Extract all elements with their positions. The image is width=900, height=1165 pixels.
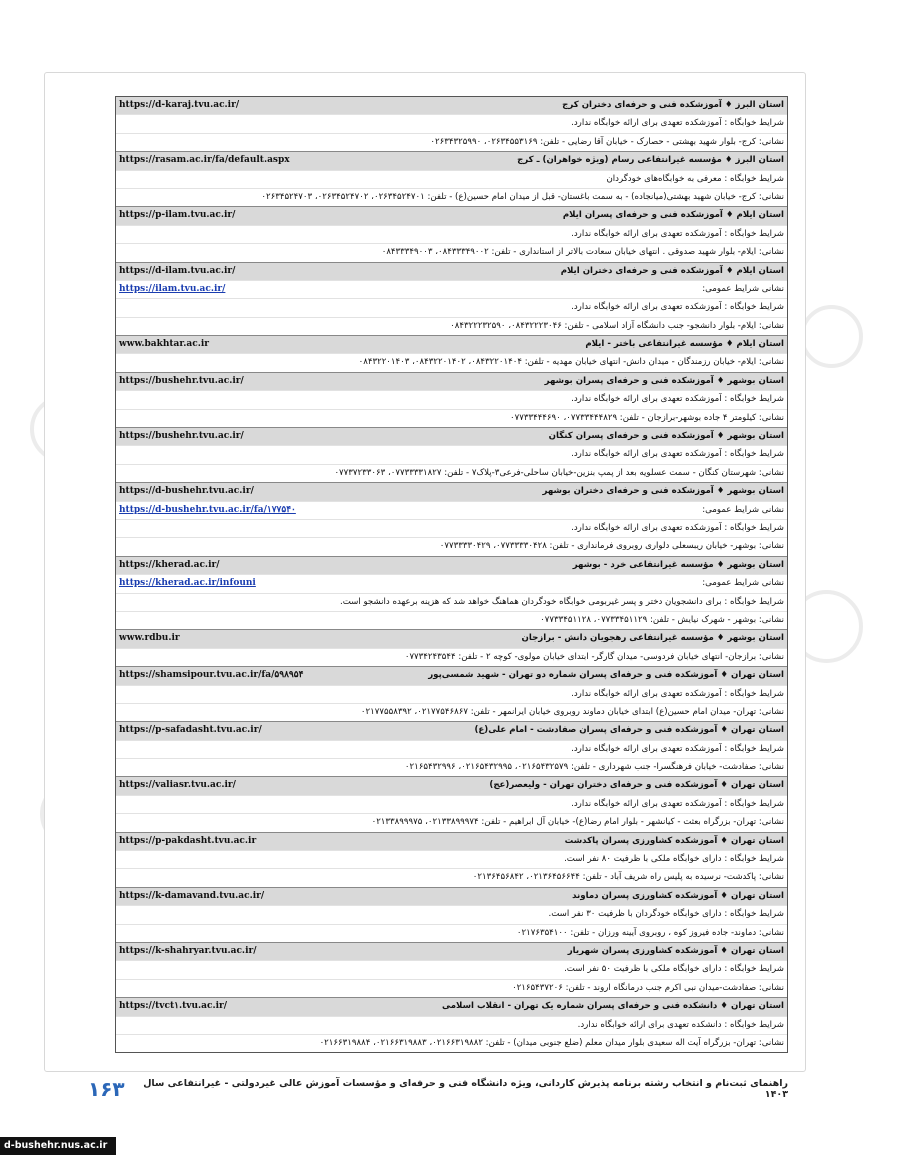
entry-header bbox=[116, 373, 787, 391]
entry-header bbox=[116, 207, 787, 225]
entry-dorm-conditions: شرایط خوابگاه : دارای خوابگاه ملکی با ظرفیت ۵۰ نفر است. bbox=[116, 961, 787, 979]
entry-address: نشانی: برازجان- انتهای خیابان فردوسی- میدان گارگر- ابتدای خیابان مولوی- کوچه ۲ - تلفن: ۰۷۷۳۴۲۴۳۵۴۴ bbox=[404, 651, 784, 662]
entry-header bbox=[116, 998, 787, 1016]
general-conditions-row bbox=[116, 502, 787, 520]
entry-title: استان تهران ♦ آموزشکده فنی و حرفه‌ای پسران شماره دو تهران - شهید شمسی‌پور bbox=[428, 670, 784, 681]
entry-address: نشانی: ایلام- خیابان رزمندگان - میدان دانش- انتهای خیابان مهدیه - تلفن: ۰۸۴۳۲۲۰۱۴۰۴، ۰۸۴۳۲۲۰۱۴۰۲، ۰۸۴۳۲۲۰۱۴۰۳ bbox=[358, 357, 784, 368]
institution-entry bbox=[116, 152, 787, 207]
entry-title: استان ایلام ♦ آموزشکده فنی و حرفه‌ای پسران ایلام bbox=[562, 210, 784, 221]
institution-entry bbox=[116, 630, 787, 667]
entry-address: نشانی: کرج- خیابان شهید بهشتی(میانجاده) - به سمت باغستان- قبل از میدان امام حسین(ع) - تلفن: ۰۲۶۳۴۵۲۴۷۰۱، ۰۲۶۳۴۵۲۴۷۰۲، ۰۲۶۳۴۵۲۴۷۰۳ bbox=[261, 191, 784, 202]
entry-header bbox=[116, 667, 787, 685]
institution-entry bbox=[116, 263, 787, 337]
general-conditions-row bbox=[116, 575, 787, 593]
entry-title: استان تهران ♦ آموزشکده کشاورزی پسران پاکدشت bbox=[564, 835, 784, 846]
entry-header bbox=[116, 833, 787, 851]
entry-address: نشانی: صفادشت-میدان نبی اکرم جنب درمانگاه اروند - تلفن: ۰۲۱۶۵۴۳۷۲۰۶ bbox=[512, 982, 784, 993]
site-badge[interactable]: d-bushehr.nus.ac.ir bbox=[0, 1137, 116, 1155]
entry-title: استان ایلام ♦ مؤسسه غیرانتفاعی باختر - ایلام bbox=[585, 339, 784, 350]
page-footer bbox=[88, 1078, 788, 1100]
entry-dorm-conditions: شرایط خوابگاه : دارای خوابگاه ملکی با ظرفیت ۸۰ نفر است. bbox=[116, 851, 787, 869]
entry-title: استان البرز ♦ مؤسسه غیرانتفاعی رسام (ویژه خواهران) ـ کرج bbox=[517, 155, 784, 166]
institution-entry bbox=[116, 888, 787, 943]
institution-entry bbox=[116, 428, 787, 483]
entry-website[interactable]: https://d-karaj.tvu.ac.ir/ bbox=[119, 100, 240, 110]
general-conditions-link[interactable]: https://kherad.ac.ir/infouni bbox=[119, 578, 256, 589]
entry-website[interactable]: https://p-ilam.tvu.ac.ir/ bbox=[119, 210, 236, 221]
entry-header bbox=[116, 557, 787, 575]
entry-dorm-conditions: شرایط خوابگاه : دارای خوابگاه خودگردان با ظرفیت ۳۰ نفر است. bbox=[116, 906, 787, 924]
entry-address: نشانی: کرج- بلوار شهید بهشتی - حصارک - خیابان آقا رضایی - تلفن: ۰۲۶۳۴۵۵۳۱۶۹، ۰۲۶۳۴۳۲۵۹۹۰ bbox=[430, 136, 784, 147]
entry-header bbox=[116, 888, 787, 906]
entry-website[interactable]: https://shamsipour.tvu.ac.ir/fa/۵۹۸۹۵۴ bbox=[119, 670, 304, 681]
general-conditions-label: نشانی شرایط عمومی: bbox=[702, 504, 784, 515]
institution-entry bbox=[116, 943, 787, 998]
entry-address: نشانی: شهرستان کنگان - سمت عسلویه بعد از پمپ بنزین-خیابان ساحلی-فرعی۳-پلاک۷ - تلفن: ۰۷۷۳۳۳۳۱۸۲۷، ۰۷۷۳۷۲۳۳۰۶۳ bbox=[334, 467, 784, 478]
institution-entry bbox=[116, 722, 787, 777]
entry-dorm-conditions: شرایط خوابگاه : معرفی به خوابگاه‌های خودگردان bbox=[116, 171, 787, 189]
entry-website[interactable]: https://k-shahryar.tvu.ac.ir/ bbox=[119, 945, 257, 956]
entry-dorm-conditions: شرایط خوابگاه : آموزشکده تعهدی برای ارائه خوابگاه ندارد. bbox=[116, 446, 787, 464]
entry-address: نشانی: تهران- بزرگراه بعثت - کیانشهر - بلوار امام رضا(ع)- خیابان آل ابراهیم - تلفن: ۰۲۱۳۳۸۹۹۹۷۴، ۰۲۱۳۳۸۹۹۹۷۵ bbox=[371, 817, 784, 828]
institution-entry bbox=[116, 777, 787, 832]
general-conditions-row bbox=[116, 281, 787, 299]
general-conditions-label: نشانی شرایط عمومی: bbox=[702, 283, 784, 294]
entry-title: استان بوشهر ♦ آموزشکده فنی و حرفه‌ای دختران بوشهر bbox=[542, 486, 784, 497]
institution-entry bbox=[116, 336, 787, 373]
entry-header bbox=[116, 97, 787, 115]
entry-dorm-conditions: شرایط خوابگاه : آموزشکده تعهدی برای ارائه خوابگاه ندارد. bbox=[116, 115, 787, 133]
institution-entry bbox=[116, 97, 787, 152]
entry-website[interactable]: https://p-safadasht.tvu.ac.ir/ bbox=[119, 725, 262, 736]
entry-website[interactable]: www.rdbu.ir bbox=[119, 633, 180, 644]
institution-entry bbox=[116, 833, 787, 888]
entry-address: نشانی: پاکدشت- نرسیده به پلیس راه شریف آباد - تلفن: ۰۲۱۳۶۴۵۶۶۴۴، ۰۲۱۳۶۴۵۶۸۴۲ bbox=[472, 872, 784, 883]
entry-header bbox=[116, 152, 787, 170]
entry-website[interactable]: https://rasam.ac.ir/fa/default.aspx bbox=[119, 155, 290, 166]
institution-entry bbox=[116, 557, 787, 631]
entry-title: استان تهران ♦ آموزشکده فنی و حرفه‌ای دختران تهران - ولیعصر(عج) bbox=[489, 780, 784, 791]
entry-header bbox=[116, 428, 787, 446]
entry-header bbox=[116, 722, 787, 740]
entry-website[interactable]: https://d-bushehr.tvu.ac.ir/ bbox=[119, 486, 254, 497]
entry-header bbox=[116, 777, 787, 795]
general-conditions-link[interactable]: https://d-bushehr.tvu.ac.ir/fa/۱۷۷۵۴۰ bbox=[119, 504, 296, 515]
entry-address: نشانی: صفادشت- خیابان فرهنگسرا- جنب شهرداری - تلفن: ۰۲۱۶۵۴۳۲۵۷۹، ۰۲۱۶۵۴۳۲۹۹۵، ۰۲۱۶۵۴۳۲۹۹۶ bbox=[404, 762, 784, 773]
entry-dorm-conditions: شرایط خوابگاه : آموزشکده تعهدی برای ارائه خوابگاه ندارد. bbox=[116, 741, 787, 759]
entry-website[interactable]: https://d-ilam.tvu.ac.ir/ bbox=[119, 265, 236, 276]
entry-website[interactable]: https://valiasr.tvu.ac.ir/ bbox=[119, 780, 236, 791]
institutions-table bbox=[115, 96, 788, 1053]
entry-title: استان بوشهر ♦ مؤسسه غیرانتفاعی رهجویان دانش - برازجان bbox=[521, 633, 784, 644]
entry-header bbox=[116, 483, 787, 501]
entry-address: نشانی: بوشهر - شهرک نیایش - تلفن: ۰۷۷۳۳۴۵۱۱۲۹، ۰۷۷۳۳۴۵۱۱۲۸ bbox=[540, 614, 784, 625]
entry-address: نشانی: کیلومتر ۴ جاده بوشهر-برازجان - تلفن: ۰۷۷۳۳۴۴۴۸۲۹، ۰۷۷۳۳۴۴۴۶۹۰ bbox=[510, 412, 784, 423]
entry-dorm-conditions: شرایط خوابگاه : آموزشکده تعهدی برای ارائه خوابگاه ندارد. bbox=[116, 391, 787, 409]
entry-title: استان بوشهر ♦ مؤسسه غیرانتفاعی خرد - بوشهر bbox=[572, 559, 784, 570]
entry-website[interactable]: https://tvct۱.tvu.ac.ir/ bbox=[119, 1001, 228, 1012]
institution-entry bbox=[116, 998, 787, 1052]
entry-address: نشانی: ایلام- بلوار دانشجو- جنب دانشگاه آزاد اسلامی - تلفن: ۰۸۴۳۲۲۲۳۰۴۶، ۰۸۴۳۲۲۲۳۲۵۹۰ bbox=[450, 320, 784, 331]
general-conditions-link[interactable]: https://ilam.tvu.ac.ir/ bbox=[119, 283, 226, 294]
entry-address: نشانی: ایلام- بلوار شهید صدوقی . انتهای خیابان سعادت بالاتر از استانداری - تلفن: ۰۸۴۳۳۳۴۹۰۰۲، ۰۸۴۳۳۳۴۹۰۰۳ bbox=[381, 247, 784, 258]
entry-website[interactable]: https://bushehr.tvu.ac.ir/ bbox=[119, 431, 244, 442]
entry-website[interactable]: https://bushehr.tvu.ac.ir/ bbox=[119, 375, 244, 386]
entry-dorm-conditions: شرایط خوابگاه : دانشکده تعهدی برای ارائه خوابگاه ندارد. bbox=[116, 1017, 787, 1035]
entry-header bbox=[116, 943, 787, 961]
entry-title: استان بوشهر ♦ آموزشکده فنی و حرفه‌ای پسران بوشهر bbox=[544, 375, 784, 386]
entry-title: استان بوشهر ♦ آموزشکده فنی و حرفه‌ای پسران کنگان bbox=[548, 431, 784, 442]
entry-title: استان البرز ♦ آموزشکده فنی و حرفه‌ای دختران کرج bbox=[562, 100, 784, 110]
entry-dorm-conditions: شرایط خوابگاه : آموزشکده تعهدی برای ارائه خوابگاه ندارد. bbox=[116, 520, 787, 538]
institution-entry bbox=[116, 207, 787, 262]
entry-title: استان تهران ♦ آموزشکده کشاورزی پسران دماوند bbox=[572, 890, 784, 901]
entry-dorm-conditions: شرایط خوابگاه : آموزشکده تعهدی برای ارائه خوابگاه ندارد. bbox=[116, 686, 787, 704]
page-number: ۱۶۳ bbox=[88, 1077, 125, 1101]
entry-address: نشانی: تهران- بزرگراه آیت اله سعیدی بلوار میدان معلم (ضلع جنوبی میدان) - تلفن: ۰۲۱۶۶۳۱۹۸۸۲، ۰۲۱۶۶۳۱۹۸۸۳، ۰۲۱۶۶۳۱۹۸۸۴ bbox=[319, 1037, 784, 1048]
entry-website[interactable]: https://k-damavand.tvu.ac.ir/ bbox=[119, 890, 265, 901]
footer-text: راهنمای ثبت‌نام و انتخاب رشته برنامه پذیرش کاردانی، ویژه دانشگاه فنی و حرفه‌ای و مؤسسات آموزش عالی غیردولتی - غیرانتفاعی سال ۱۴۰۳ bbox=[143, 1078, 788, 1100]
entry-website[interactable]: https://kherad.ac.ir/ bbox=[119, 559, 220, 570]
entry-website[interactable]: www.bakhtar.ac.ir bbox=[119, 339, 210, 350]
entry-header bbox=[116, 263, 787, 281]
decorative-ring bbox=[800, 305, 863, 368]
entry-title: استان ایلام ♦ آموزشکده فنی و حرفه‌ای دختران ایلام bbox=[560, 265, 784, 276]
entry-title: استان تهران ♦ آموزشکده فنی و حرفه‌ای پسران صفادشت - امام علی(ع) bbox=[474, 725, 784, 736]
entry-dorm-conditions: شرایط خوابگاه : آموزشکده تعهدی برای ارائه خوابگاه ندارد. bbox=[116, 226, 787, 244]
entry-dorm-conditions: شرایط خوابگاه : آموزشکده تعهدی برای ارائه خوابگاه ندارد. bbox=[116, 299, 787, 317]
entry-address: نشانی: بوشهر- خیابان ریبسعلی دلواری روبروی فرمانداری - تلفن: ۰۷۷۳۳۳۳۰۴۲۸، ۰۷۷۳۳۳۳۰۴۲۹ bbox=[439, 541, 784, 552]
general-conditions-label: نشانی شرایط عمومی: bbox=[702, 578, 784, 589]
entry-title: استان تهران ♦ دانشکده فنی و حرفه‌ای پسران شماره یک تهران - انقلاب اسلامی bbox=[442, 1001, 784, 1012]
institution-entry bbox=[116, 483, 787, 557]
entry-dorm-conditions: شرایط خوابگاه : آموزشکده تعهدی برای ارائه خوابگاه ندارد. bbox=[116, 796, 787, 814]
entry-dorm-conditions: شرایط خوابگاه : برای دانشجویان دختر و پسر غیربومی خوابگاه خودگردان هماهنگ خواهد شد که هزینه برعهده دانشجو است. bbox=[116, 594, 787, 612]
entry-header bbox=[116, 630, 787, 648]
entry-website[interactable]: https://p-pakdasht.tvu.ac.ir bbox=[119, 835, 257, 846]
entry-address: نشانی: دماوند- جاده فیروز کوه ، روبروی آیینه ورزان - تلفن: ۰۲۱۷۶۳۵۴۱۰۰ bbox=[516, 927, 784, 938]
entry-address: نشانی: تهران- میدان امام حسین(ع) ابتدای خیابان دماوند روبروی خیابان ایرانمهر - تلفن: ۰۲۱۷۷۵۴۶۸۶۷، ۰۲۱۷۷۵۵۸۳۹۲ bbox=[360, 706, 784, 717]
entry-header bbox=[116, 336, 787, 354]
institution-entry bbox=[116, 373, 787, 428]
entry-title: استان تهران ♦ آموزشکده کشاورزی پسران شهریار bbox=[567, 945, 784, 956]
institution-entry bbox=[116, 667, 787, 722]
